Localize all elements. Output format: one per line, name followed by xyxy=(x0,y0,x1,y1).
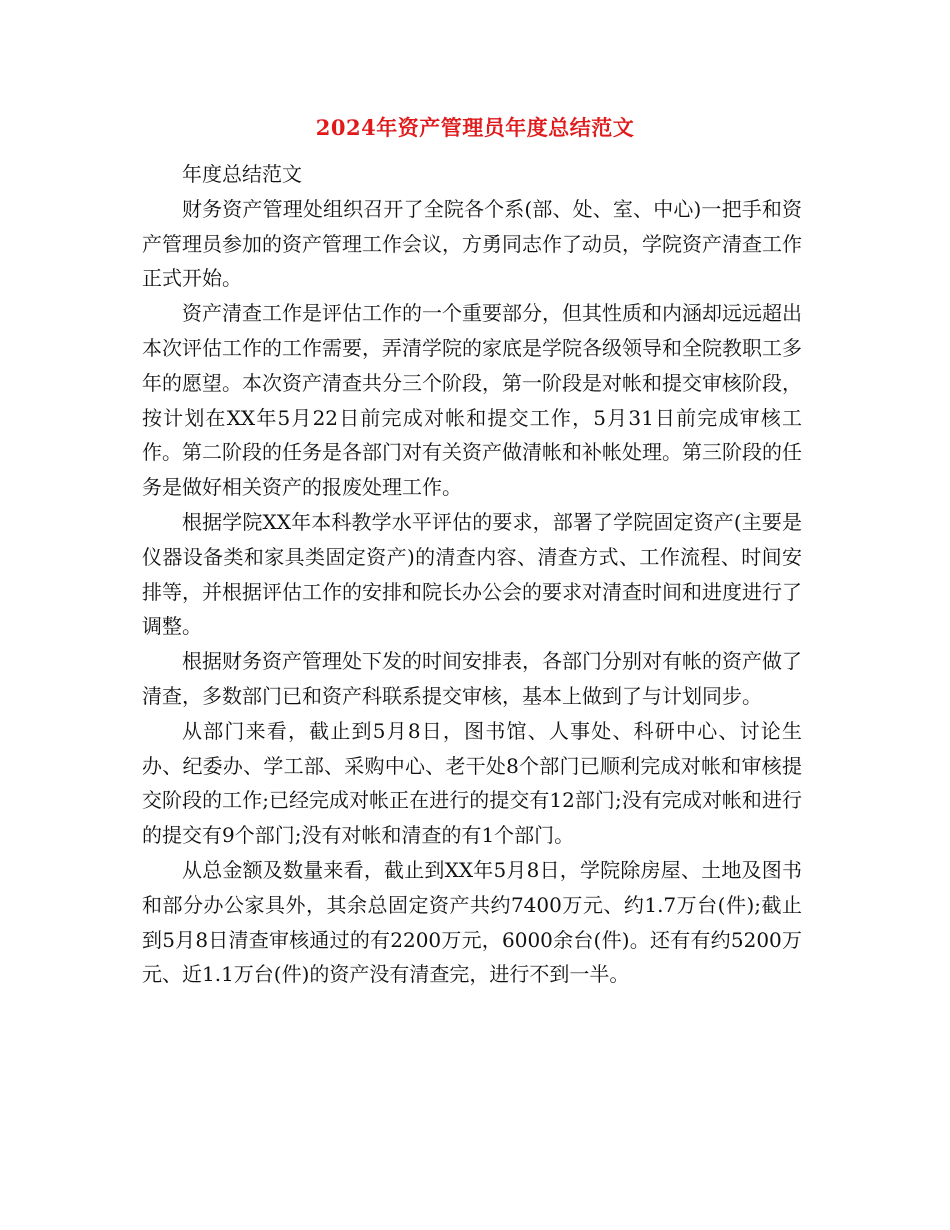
paragraph-6: 从总金额及数量来看，截止到XX年5月8日，学院除房屋、土地及图书和部分办公家具外，其余总固定资产共约7400万元、约1.7万台(件);截止到5月8日清查审核通过的有2200万元，6000余台(件)。还有有约5200万元、近1.1万台(件)的资产没有清查完，进行不到一半。 xyxy=(142,857,802,987)
paragraph-2: 资产清查工作是评估工作的一个重要部分，但其性质和内涵却远远超出本次评估工作的工作需要，弄清学院的家底是学院各级领导和全院教职工多年的愿望。本次资产清查共分三个阶段，第一阶段是对帐和提交审核阶段，按计划在XX年5月22日前完成对帐和提交工作，5月31日前完成审核工作。第二阶段的任务是各部门对有关资产做清帐和补帐处理。第三阶段的任务是做好相关资产的报废处理工作。 xyxy=(142,301,802,500)
document-body xyxy=(142,157,802,992)
paragraph-3: 根据学院XX年本科教学水平评估的要求，部署了学院固定资产(主要是仪器设备类和家具类固定资产)的清查内容、清查方式、工作流程、时间安排等，并根据评估工作的安排和院长办公会的要求对清查时间和进度进行了调整。 xyxy=(142,509,802,639)
paragraph-subtitle: 年度总结范文 xyxy=(182,162,302,186)
paragraph-4: 根据财务资产管理处下发的时间安排表，各部门分别对有帐的资产做了清查，多数部门已和资产科联系提交审核，基本上做到了与计划同步。 xyxy=(142,649,802,708)
paragraph-1: 财务资产管理处组织召开了全院各个系(部、处、室、中心)一把手和资产管理员参加的资产管理工作会议，方勇同志作了动员，学院资产清查工作正式开始。 xyxy=(142,196,802,291)
document-title: 2024年资产管理员年度总结范文 xyxy=(315,115,635,140)
paragraph-5: 从部门来看，截止到5月8日，图书馆、人事处、科研中心、讨论生办、纪委办、学工部、采购中心、老干处8个部门已顺利完成对帐和审核提交阶段的工作;已经完成对帐正在进行的提交有12部门;没有完成对帐和进行的提交有9个部门;没有对帐和清查的有1个部门。 xyxy=(142,718,802,848)
